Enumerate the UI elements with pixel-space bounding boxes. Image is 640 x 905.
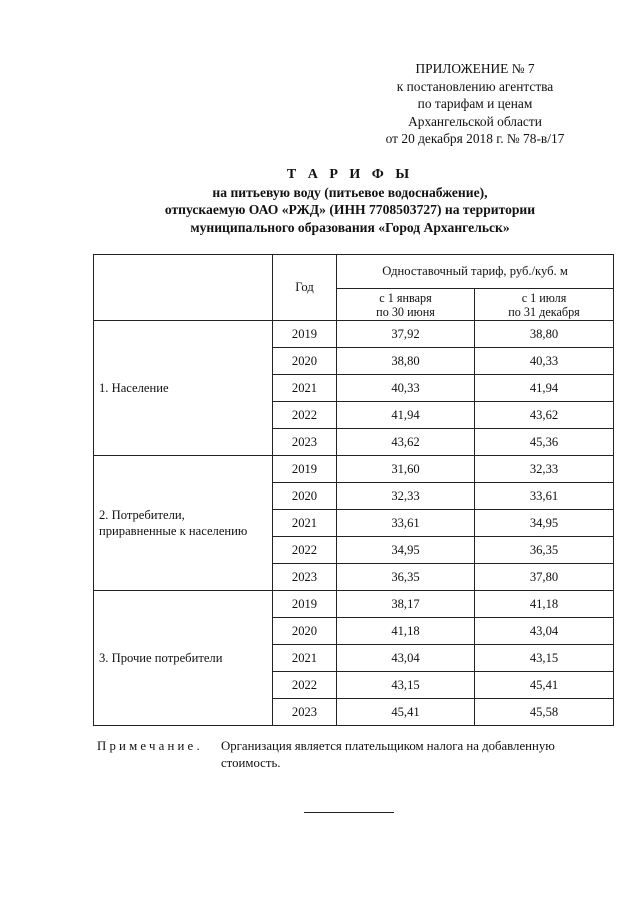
- title-line: муниципального образования «Город Архангельск»: [190, 219, 510, 235]
- header-period-2-line: по 31 декабря: [508, 304, 580, 319]
- tariff-h1-cell: 38,17: [337, 591, 475, 618]
- tariff-h2-cell: 43,62: [475, 402, 614, 429]
- header-period-2: [475, 289, 614, 321]
- tariff-h1-cell: 43,62: [337, 429, 475, 456]
- tariff-h1-cell: 41,18: [337, 618, 475, 645]
- tariff-h1-cell: 34,95: [337, 537, 475, 564]
- tariff-h1-cell: 36,35: [337, 564, 475, 591]
- year-cell: 2022: [273, 537, 337, 564]
- table-row: [94, 591, 614, 618]
- header-tariff: Одноставочный тариф, руб./куб. м: [337, 255, 614, 289]
- tariff-h1-cell: 32,33: [337, 483, 475, 510]
- year-cell: 2020: [273, 348, 337, 375]
- tariff-h2-cell: 33,61: [475, 483, 614, 510]
- tariff-h1-cell: 43,15: [337, 672, 475, 699]
- appendix-date-line: от 20 декабря 2018 г. № 78-в/17: [385, 131, 565, 146]
- tariff-h2-cell: 45,36: [475, 429, 614, 456]
- closing-rule: [304, 812, 394, 813]
- tariff-h1-cell: 33,61: [337, 510, 475, 537]
- note-text: Организация является плательщиком налога на добавленную: [221, 739, 555, 753]
- tariff-h2-cell: 36,35: [475, 537, 614, 564]
- note-label: Примечание.: [97, 739, 203, 753]
- category-cell: [94, 456, 273, 591]
- year-cell: 2023: [273, 564, 337, 591]
- year-cell: 2019: [273, 591, 337, 618]
- tariff-h2-cell: 38,80: [475, 321, 614, 348]
- document-title: [100, 166, 600, 236]
- table-row: [94, 321, 614, 348]
- tariff-h2-cell: 43,15: [475, 645, 614, 672]
- year-cell: 2019: [273, 321, 337, 348]
- appendix-number: ПРИЛОЖЕНИЕ № 7: [415, 61, 535, 76]
- header-empty-cell: [94, 255, 273, 321]
- year-cell: 2019: [273, 456, 337, 483]
- year-cell: 2021: [273, 510, 337, 537]
- tariff-h2-cell: 43,04: [475, 618, 614, 645]
- header-year: Год: [273, 255, 337, 321]
- tariff-h2-cell: 34,95: [475, 510, 614, 537]
- tariff-h1-cell: 45,41: [337, 699, 475, 726]
- year-cell: 2023: [273, 429, 337, 456]
- tariff-h2-cell: 32,33: [475, 456, 614, 483]
- note-text-cont: стоимость.: [221, 756, 281, 770]
- year-cell: 2021: [273, 645, 337, 672]
- table-header-row: [94, 255, 614, 289]
- category-line: 2. Потребители,: [99, 508, 185, 522]
- appendix-header: [360, 60, 590, 148]
- category-line: 3. Прочие потребители: [99, 651, 223, 665]
- table-row: [94, 456, 614, 483]
- tariff-h1-cell: 37,92: [337, 321, 475, 348]
- tariff-h2-cell: 45,58: [475, 699, 614, 726]
- tariff-h1-cell: 38,80: [337, 348, 475, 375]
- tariff-h2-cell: 45,41: [475, 672, 614, 699]
- title-line: на питьевую воду (питьевое водоснабжение),: [212, 184, 488, 200]
- category-line: 1. Население: [99, 381, 169, 395]
- title-line: отпускаемую ОАО «РЖД» (ИНН 7708503727) на территории: [164, 202, 536, 217]
- tariff-h1-cell: 31,60: [337, 456, 475, 483]
- tariff-h2-cell: 41,94: [475, 375, 614, 402]
- appendix-ref-line: по тарифам и ценам: [417, 96, 533, 111]
- appendix-ref-line: к постановлению агентства: [396, 78, 554, 94]
- header-period-1-line: с 1 января: [379, 290, 432, 305]
- category-line: приравненные к населению: [99, 524, 248, 538]
- tariff-h2-cell: 40,33: [475, 348, 614, 375]
- year-cell: 2020: [273, 618, 337, 645]
- year-cell: 2020: [273, 483, 337, 510]
- tariff-h2-cell: 41,18: [475, 591, 614, 618]
- year-cell: 2023: [273, 699, 337, 726]
- year-cell: 2022: [273, 402, 337, 429]
- year-cell: 2022: [273, 672, 337, 699]
- category-cell: [94, 321, 273, 456]
- year-cell: 2021: [273, 375, 337, 402]
- category-cell: [94, 591, 273, 726]
- header-period-1-line: по 30 июня: [376, 304, 435, 319]
- header-period-1: [337, 289, 475, 321]
- appendix-ref-line: Архангельской области: [408, 113, 542, 129]
- tariff-h2-cell: 37,80: [475, 564, 614, 591]
- title-main: Т А Р И Ф Ы: [286, 167, 414, 182]
- tariff-h1-cell: 41,94: [337, 402, 475, 429]
- tariff-table: [93, 254, 614, 726]
- tariff-h1-cell: 43,04: [337, 645, 475, 672]
- tariff-h1-cell: 40,33: [337, 375, 475, 402]
- header-period-2-line: с 1 июля: [521, 290, 567, 305]
